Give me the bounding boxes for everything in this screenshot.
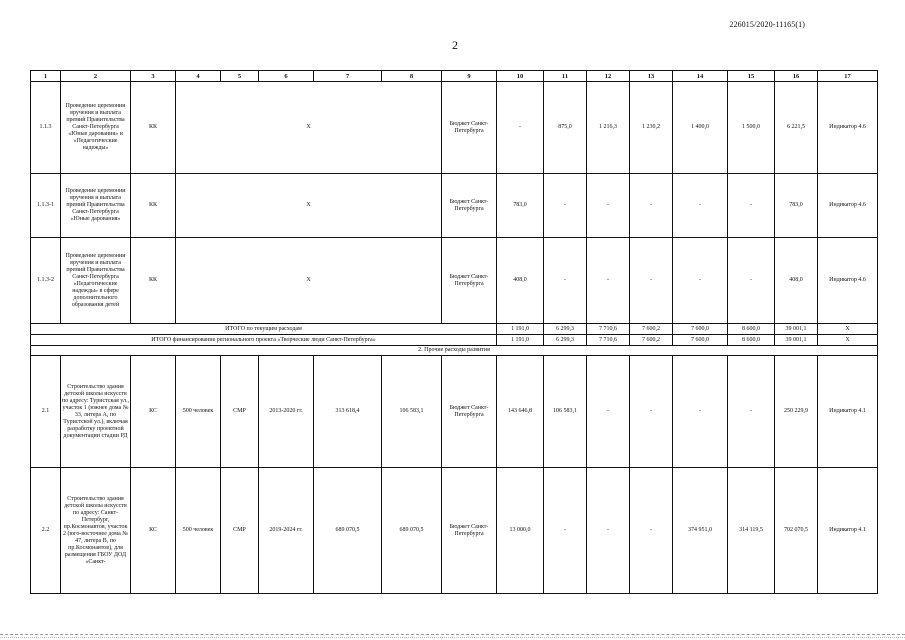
row-number: 2.1	[31, 356, 61, 468]
row-value: -	[728, 356, 775, 468]
total-value: 7 600,0	[673, 335, 728, 346]
row-value: -	[587, 468, 630, 594]
row-value: 106 583,1	[544, 356, 587, 468]
row-source: Бюджет Санкт-Петербурга	[442, 468, 497, 594]
row-total: 702 070,5	[775, 468, 818, 594]
row-value: -	[587, 238, 630, 324]
row-x-mark: X	[176, 238, 442, 324]
row-source: Бюджет Санкт-Петербурга	[442, 238, 497, 324]
row-number: 2.2	[31, 468, 61, 594]
row-name: Проведение церемонии вручения и выплата премий Правительства Санкт-Петербурга «Педагогические надежды» в сфере дополнительного образования детей	[61, 238, 131, 324]
row-value: 783,0	[497, 174, 544, 238]
row-value: -	[673, 174, 728, 238]
row-value: 1 230,2	[630, 82, 673, 174]
row-value: 143 646,8	[497, 356, 544, 468]
total-label: ИТОГО финансирование регионального проекта «Творческие люди Санкт-Петербурга»	[31, 335, 497, 346]
row-type: КС	[131, 356, 176, 468]
row-value: 1 216,3	[587, 82, 630, 174]
row-source: Бюджет Санкт-Петербурга	[442, 82, 497, 174]
row-value: -	[544, 174, 587, 238]
total-value: 1 191,0	[497, 324, 544, 335]
row-total: 250 229,9	[775, 356, 818, 468]
row-name: Строительство здания детской школы искусств по адресу: Туристская ул., участок 1 (южнее дома № 33, литера А, по Туристской ул.), включая разработку проектной документации стадии РД	[61, 356, 131, 468]
column-header: 11	[544, 71, 587, 82]
row-value: -	[728, 174, 775, 238]
row-period: 2019-2024 гг.	[259, 468, 314, 594]
table-row	[31, 238, 878, 324]
column-header: 13	[630, 71, 673, 82]
column-header: 12	[587, 71, 630, 82]
column-number-row	[31, 71, 878, 82]
row-indicator: Индикатор 4.6	[818, 238, 878, 324]
row-number: 1.1.3	[31, 82, 61, 174]
total-label: ИТОГО по текущим расходам	[31, 324, 497, 335]
column-header: 2	[61, 71, 131, 82]
row-value: -	[630, 468, 673, 594]
row-value: -	[497, 82, 544, 174]
row-source: Бюджет Санкт-Петербурга	[442, 174, 497, 238]
row-name: Проведение церемонии вручения и выплата премий Правительства Санкт-Петербурга «Юные дарования» и «Педагогические надежды»	[61, 82, 131, 174]
column-header: 7	[314, 71, 382, 82]
column-header: 8	[382, 71, 442, 82]
row-indicator: Индикатор 4.6	[818, 174, 878, 238]
total-value: 6 299,3	[544, 335, 587, 346]
total-value: 7 710,6	[587, 335, 630, 346]
total-value: 7 600,0	[673, 324, 728, 335]
total-row	[31, 335, 878, 346]
column-header: 17	[818, 71, 878, 82]
row-value: 314 119,5	[728, 468, 775, 594]
row-value: -	[728, 238, 775, 324]
row-number: 1.1.3-2	[31, 238, 61, 324]
table-row	[31, 82, 878, 174]
row-value: -	[673, 356, 728, 468]
row-value: -	[630, 238, 673, 324]
document-number: 226015/2020-11165(1)	[729, 20, 805, 29]
table-row	[31, 174, 878, 238]
row-value: -	[544, 468, 587, 594]
table-row	[31, 356, 878, 468]
column-header: 6	[259, 71, 314, 82]
row-value: -	[673, 238, 728, 324]
row-type: КК	[131, 238, 176, 324]
total-x-mark: X	[818, 335, 878, 346]
row-value: 374 951,0	[673, 468, 728, 594]
column-header: 15	[728, 71, 775, 82]
column-header: 1	[31, 71, 61, 82]
row-cost: 313 618,4	[314, 356, 382, 468]
total-value: 39 001,1	[775, 335, 818, 346]
row-name: Строительство здания детской школы искусств по адресу: Санкт-Петербург, пр.Космонавтов, участок 2 (юго-восточнее дома № 47, литера В, по пр.Космонавтов), для размещения ГБОУ ДОД «Санкт-	[61, 468, 131, 594]
row-value: 1 500,0	[728, 82, 775, 174]
row-value: 408,0	[497, 238, 544, 324]
column-header: 10	[497, 71, 544, 82]
scan-artifact-line	[0, 634, 905, 636]
column-header: 9	[442, 71, 497, 82]
total-value: 8 600,0	[728, 324, 775, 335]
total-value: 1 191,0	[497, 335, 544, 346]
row-total: 408,0	[775, 238, 818, 324]
row-value: -	[544, 238, 587, 324]
row-remaining-cost: 106 583,1	[382, 356, 442, 468]
total-row	[31, 324, 878, 335]
row-source: Бюджет Санкт-Петербурга	[442, 356, 497, 468]
financing-table	[30, 70, 878, 594]
total-value: 7 710,6	[587, 324, 630, 335]
row-value: 1 400,0	[673, 82, 728, 174]
row-indicator: Индикатор 4.1	[818, 356, 878, 468]
section-title: 2. Прочие расходы развития	[31, 346, 878, 356]
column-header: 16	[775, 71, 818, 82]
row-capacity: 500 человек	[176, 468, 221, 594]
table-row	[31, 468, 878, 594]
row-value: 875,0	[544, 82, 587, 174]
row-value: -	[630, 174, 673, 238]
row-name: Проведение церемонии вручения и выплата премий Правительства Санкт-Петербурга «Юные дарования»	[61, 174, 131, 238]
row-remaining-cost: 689 070,5	[382, 468, 442, 594]
row-total: 783,0	[775, 174, 818, 238]
row-cost: 689 070,5	[314, 468, 382, 594]
section-row	[31, 346, 878, 356]
total-value: 8 600,0	[728, 335, 775, 346]
row-value: -	[630, 356, 673, 468]
scan-artifact-line	[0, 637, 905, 639]
column-header: 4	[176, 71, 221, 82]
row-x-mark: X	[176, 174, 442, 238]
row-capacity: 500 человек	[176, 356, 221, 468]
total-value: 7 600,2	[630, 335, 673, 346]
row-type: КК	[131, 82, 176, 174]
total-value: 39 001,1	[775, 324, 818, 335]
row-work-type: СМР	[221, 468, 259, 594]
row-x-mark: X	[176, 82, 442, 174]
row-indicator: Индикатор 4.6	[818, 82, 878, 174]
column-header: 14	[673, 71, 728, 82]
row-type: КС	[131, 468, 176, 594]
row-number: 1.1.3-1	[31, 174, 61, 238]
row-period: 2013-2020 гг.	[259, 356, 314, 468]
total-value: 6 299,3	[544, 324, 587, 335]
row-value: -	[587, 356, 630, 468]
column-header: 3	[131, 71, 176, 82]
page-number: 2	[452, 38, 458, 52]
column-header: 5	[221, 71, 259, 82]
total-value: 7 600,2	[630, 324, 673, 335]
row-value: -	[587, 174, 630, 238]
row-indicator: Индикатор 4.1	[818, 468, 878, 594]
total-x-mark: X	[818, 324, 878, 335]
row-work-type: СМР	[221, 356, 259, 468]
row-total: 6 221,5	[775, 82, 818, 174]
row-type: КК	[131, 174, 176, 238]
row-value: 13 000,0	[497, 468, 544, 594]
